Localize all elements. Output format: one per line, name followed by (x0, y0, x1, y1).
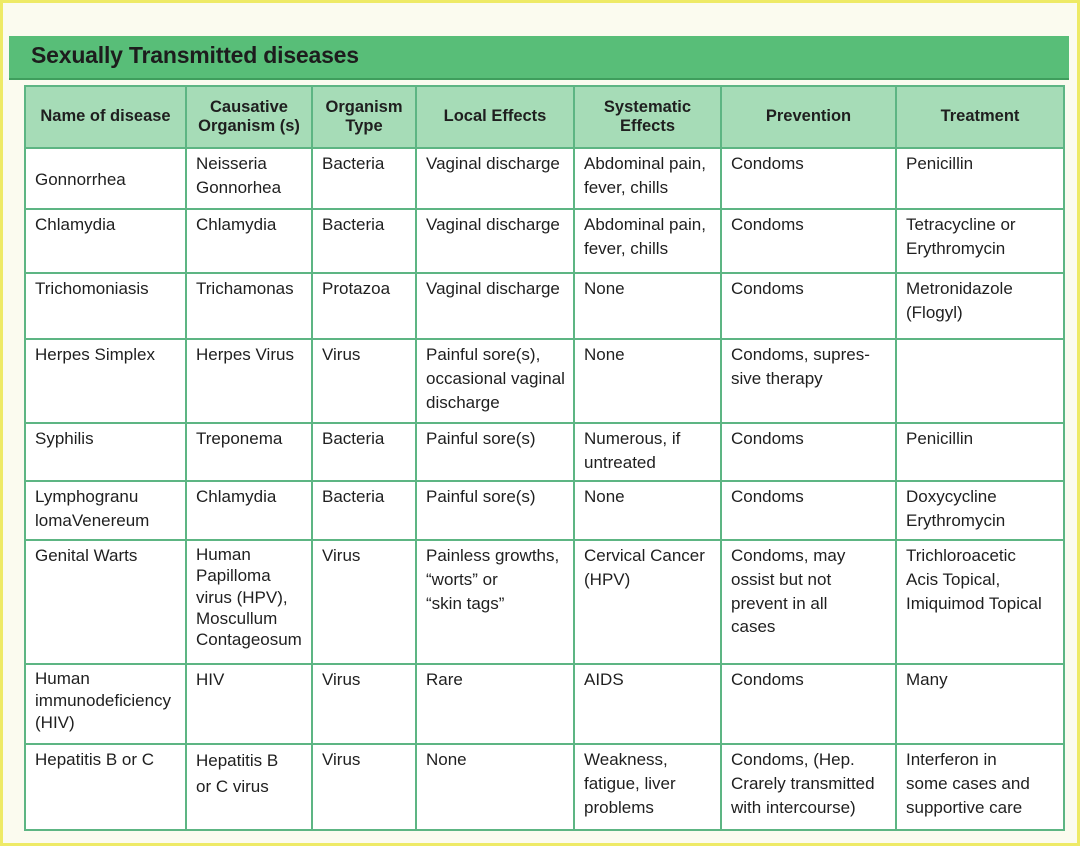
cell-disease: Human immunodeficiency (HIV) (25, 664, 186, 744)
header-systematic-effects: Systematic Effects (574, 86, 721, 148)
cell-disease: Syphilis (25, 423, 186, 481)
cell-type: Virus (312, 540, 416, 664)
cell-local-effects: Painful sore(s) (416, 423, 574, 481)
cell-treatment (896, 339, 1064, 423)
cell-type: Bacteria (312, 209, 416, 273)
table-row (25, 148, 1064, 209)
cell-local-effects: Vaginal discharge (416, 273, 574, 339)
table-row (25, 209, 1064, 273)
cell-prevention: Condoms (721, 423, 896, 481)
cell-type: Bacteria (312, 423, 416, 481)
cell-prevention: Condoms, may ossist but not prevent in all cases (721, 540, 896, 664)
cell-prevention: Condoms (721, 664, 896, 744)
table-row (25, 744, 1064, 830)
cell-systematic-effects: AIDS (574, 664, 721, 744)
cell-treatment: Tetracycline or Erythromycin (896, 209, 1064, 273)
cell-disease: Herpes Simplex (25, 339, 186, 423)
header-local-effects: Local Effects (416, 86, 574, 148)
cell-local-effects: Painless growths, “worts” or “skin tags” (416, 540, 574, 664)
cell-local-effects: Rare (416, 664, 574, 744)
cell-systematic-effects: Weakness, fatigue, liver problems (574, 744, 721, 830)
cell-type: Bacteria (312, 148, 416, 209)
cell-prevention: Condoms, (Hep. Crarely transmitted with intercourse) (721, 744, 896, 830)
header-causative-organism: Causative Organism (s) (186, 86, 312, 148)
table-row (25, 481, 1064, 540)
cell-systematic-effects: None (574, 339, 721, 423)
cell-prevention: Condoms (721, 209, 896, 273)
cell-treatment: Metronidazole (Flogyl) (896, 273, 1064, 339)
header-name-of-disease: Name of disease (25, 86, 186, 148)
table-row (25, 423, 1064, 481)
header-prevention: Prevention (721, 86, 896, 148)
cell-treatment: Penicillin (896, 148, 1064, 209)
header-treatment: Treatment (896, 86, 1064, 148)
cell-disease: Genital Warts (25, 540, 186, 664)
cell-organism: Neisseria Gonnorhea (186, 148, 312, 209)
table-row (25, 273, 1064, 339)
cell-treatment: Doxycycline Erythromycin (896, 481, 1064, 540)
cell-type: Virus (312, 744, 416, 830)
cell-disease: Lymphogranu lomaVenereum (25, 481, 186, 540)
cell-type: Virus (312, 339, 416, 423)
cell-type: Virus (312, 664, 416, 744)
cell-systematic-effects: Abdominal pain, fever, chills (574, 209, 721, 273)
cell-organism: Treponema (186, 423, 312, 481)
cell-systematic-effects: None (574, 273, 721, 339)
cell-local-effects: Painful sore(s), occasional vaginal discharge (416, 339, 574, 423)
title-bar (9, 36, 1069, 80)
cell-disease: Trichomoniasis (25, 273, 186, 339)
cell-organism: HIV (186, 664, 312, 744)
table-row (25, 664, 1064, 744)
cell-systematic-effects: None (574, 481, 721, 540)
header-organism-type: Organism Type (312, 86, 416, 148)
cell-organism: Chlamydia (186, 209, 312, 273)
cell-organism: Human Papilloma virus (HPV), Moscullum Contageosum (186, 540, 312, 664)
cell-local-effects: Painful sore(s) (416, 481, 574, 540)
cell-treatment: Trichloroacetic Acis Topical, Imiquimod Topical (896, 540, 1064, 664)
cell-systematic-effects: Numerous, if untreated (574, 423, 721, 481)
cell-disease: Hepatitis B or C (25, 744, 186, 830)
page-title: Sexually Transmitted diseases (31, 42, 359, 68)
cell-organism: Trichamonas (186, 273, 312, 339)
cell-disease: Gonnorrhea (25, 148, 186, 209)
cell-prevention: Condoms, supres- sive therapy (721, 339, 896, 423)
cell-treatment: Interferon in some cases and supportive care (896, 744, 1064, 830)
cell-prevention: Condoms (721, 481, 896, 540)
cell-type: Protazoa (312, 273, 416, 339)
cell-local-effects: Vaginal discharge (416, 209, 574, 273)
cell-organism: Herpes Virus (186, 339, 312, 423)
table-row (25, 339, 1064, 423)
cell-local-effects: Vaginal discharge (416, 148, 574, 209)
cell-prevention: Condoms (721, 148, 896, 209)
cell-treatment: Penicillin (896, 423, 1064, 481)
cell-organism: Hepatitis B or C virus (186, 744, 312, 830)
cell-treatment: Many (896, 664, 1064, 744)
cell-systematic-effects: Cervical Cancer (HPV) (574, 540, 721, 664)
cell-local-effects: None (416, 744, 574, 830)
table-row (25, 540, 1064, 664)
cell-prevention: Condoms (721, 273, 896, 339)
cell-disease: Chlamydia (25, 209, 186, 273)
header-row (25, 86, 1064, 148)
cell-type: Bacteria (312, 481, 416, 540)
std-table (24, 85, 1065, 831)
cell-systematic-effects: Abdominal pain, fever, chills (574, 148, 721, 209)
cell-organism: Chlamydia (186, 481, 312, 540)
